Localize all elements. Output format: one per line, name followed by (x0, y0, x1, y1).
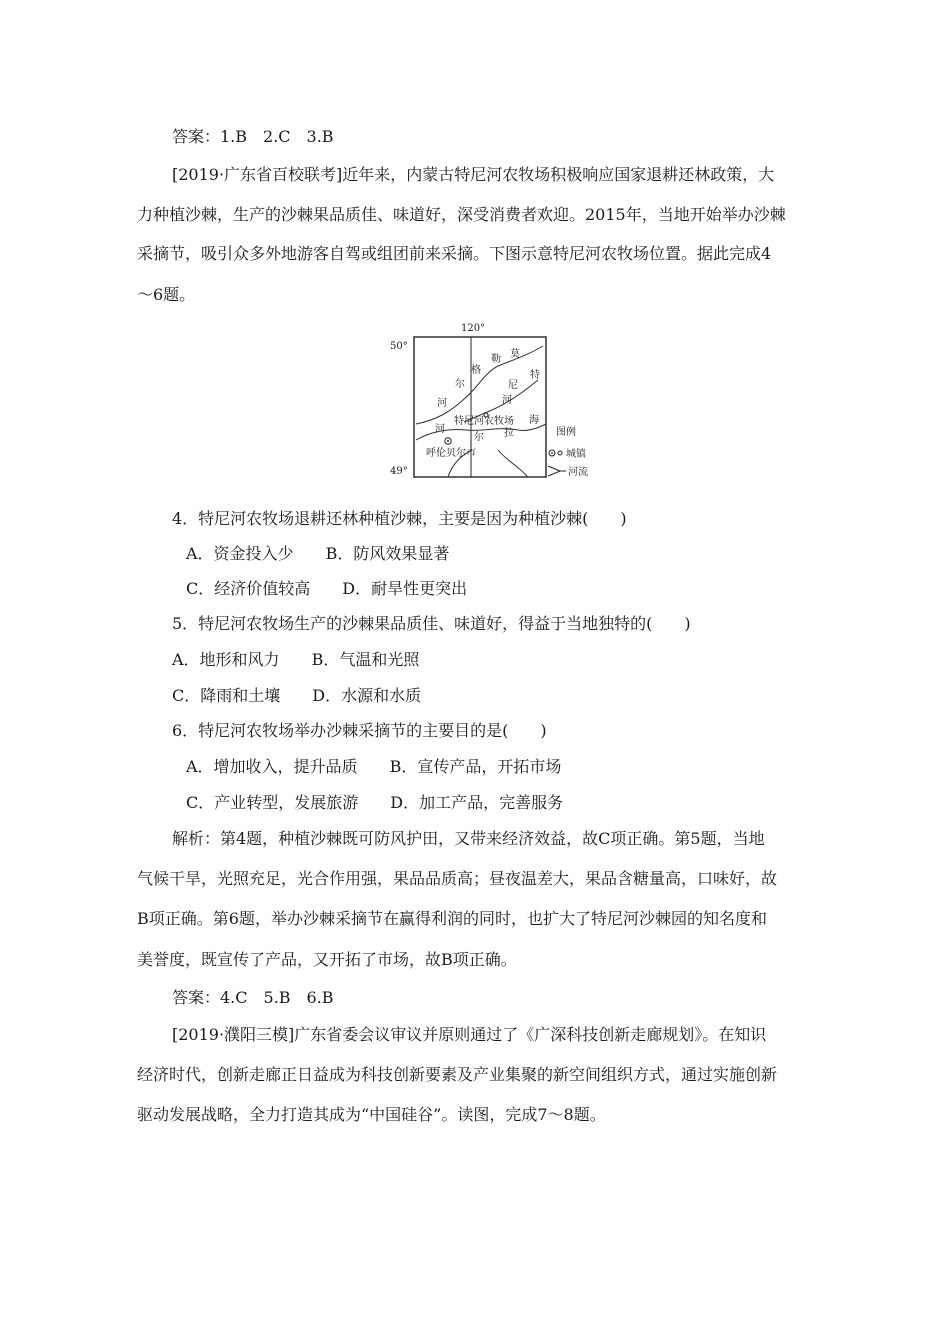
intro-line: [2019·广东省百校联考]近年来，内蒙古特尼河农牧场积极响应国家退耕还林政策，大 (172, 165, 775, 184)
option: C．降雨和土壤 (172, 686, 281, 705)
legend-town-icon (558, 451, 562, 455)
river-char: 河 (435, 424, 445, 435)
question-stem: 6．特尼河农牧场举办沙棘采摘节的主要目的是( ) (172, 721, 547, 740)
legend-river-icon (548, 466, 566, 476)
river-char: 尔 (474, 432, 484, 443)
intro-line: ～6题。 (137, 285, 196, 304)
intro-line: 采摘节，吸引众多外地游客自驾或组团前来采摘。下图示意特尼河农牧场位置。据此完成4 (137, 244, 772, 263)
option-row (186, 793, 563, 813)
river-char: 河 (437, 398, 447, 409)
option: A．地形和风力 (172, 650, 280, 669)
next-line: 驱动发展战略，全力打造其成为“中国硅谷”。读图，完成7～8题。 (137, 1105, 606, 1124)
option: D．耐旱性更突出 (342, 579, 468, 598)
latitude-top-label: 50° (390, 341, 408, 352)
option: B．宣传产品，开拓市场 (389, 757, 562, 776)
river-char: 勒 (491, 354, 501, 365)
answer-line-2: 答案：4.C 5.B 6.B (172, 988, 334, 1007)
analysis-line: 气候干旱，光照充足，光合作用强，果品品质高；昼夜温差大，果品含糖量高，口味好，故 (137, 869, 778, 888)
river-char: 莫 (510, 349, 520, 360)
option: C．经济价值较高 (186, 579, 311, 598)
river-char: 海 (529, 415, 539, 426)
option-row (186, 579, 467, 599)
river-char: 尔 (455, 379, 465, 390)
option-row (186, 544, 449, 564)
intro-line: 力种植沙棘，生产的沙棘果品质佳、味道好，深受消费者欢迎。2015年，当地开始举办沙棘 (137, 205, 786, 224)
option: A．资金投入少 (186, 544, 294, 563)
legend-town-label: 城镇 (566, 449, 586, 460)
farm-label: 特尼河农牧场 (454, 416, 514, 427)
option-row (186, 757, 561, 777)
river-char: 拉 (504, 428, 514, 439)
option-row (172, 686, 421, 706)
option: B．气温和光照 (311, 650, 420, 669)
analysis-line: 解析：第4题，种植沙棘既可防风护田，又带来经济效益，故C项正确。第5题，当地 (172, 829, 765, 848)
river-char: 格 (471, 365, 481, 376)
river-char: 特 (530, 370, 540, 381)
option: B．防风效果显著 (325, 544, 450, 563)
analysis-line: B项正确。第6题，举办沙棘采摘节在赢得利润的同时，也扩大了特尼河沙棘园的知名度和 (137, 909, 767, 928)
option: C．产业转型，发展旅游 (186, 793, 359, 812)
legend-town-icon (551, 452, 553, 454)
option: D．水源和水质 (312, 686, 422, 705)
longitude-label: 120° (461, 323, 486, 334)
city-label: 呼伦贝尔市 (426, 448, 476, 459)
river-moergele (416, 346, 543, 424)
river-branch (498, 450, 528, 477)
analysis-line: 美誉度，既宣传了产品，又开拓了市场，故B项正确。 (137, 950, 517, 969)
answer-line-1: 答案：1.B 2.C 3.B (172, 127, 334, 146)
question-stem: 5．特尼河农牧场生产的沙棘果品质佳、味道好，得益于当地独特的( ) (172, 614, 691, 633)
legend-river-label: 河流 (568, 467, 588, 478)
location-map (388, 320, 600, 488)
city-marker-inner (447, 440, 449, 442)
option: D．加工产品，完善服务 (390, 793, 564, 812)
next-line: [2019·濮阳三模]广东省委会议审议并原则通过了《广深科技创新走廊规划》。在知识 (172, 1025, 767, 1044)
question-stem: 4．特尼河农牧场退耕还林种植沙棘，主要是因为种植沙棘( ) (172, 509, 627, 528)
legend-title: 图例 (556, 427, 576, 438)
latitude-bottom-label: 49° (390, 466, 408, 477)
option: A．增加收入，提升品质 (186, 757, 358, 776)
next-line: 经济时代，创新走廊正日益成为科技创新要素及产业集聚的新空间组织方式，通过实施创新 (137, 1065, 778, 1084)
river-char: 河 (502, 395, 512, 406)
option-row (172, 650, 419, 670)
river-char: 尼 (508, 380, 518, 391)
